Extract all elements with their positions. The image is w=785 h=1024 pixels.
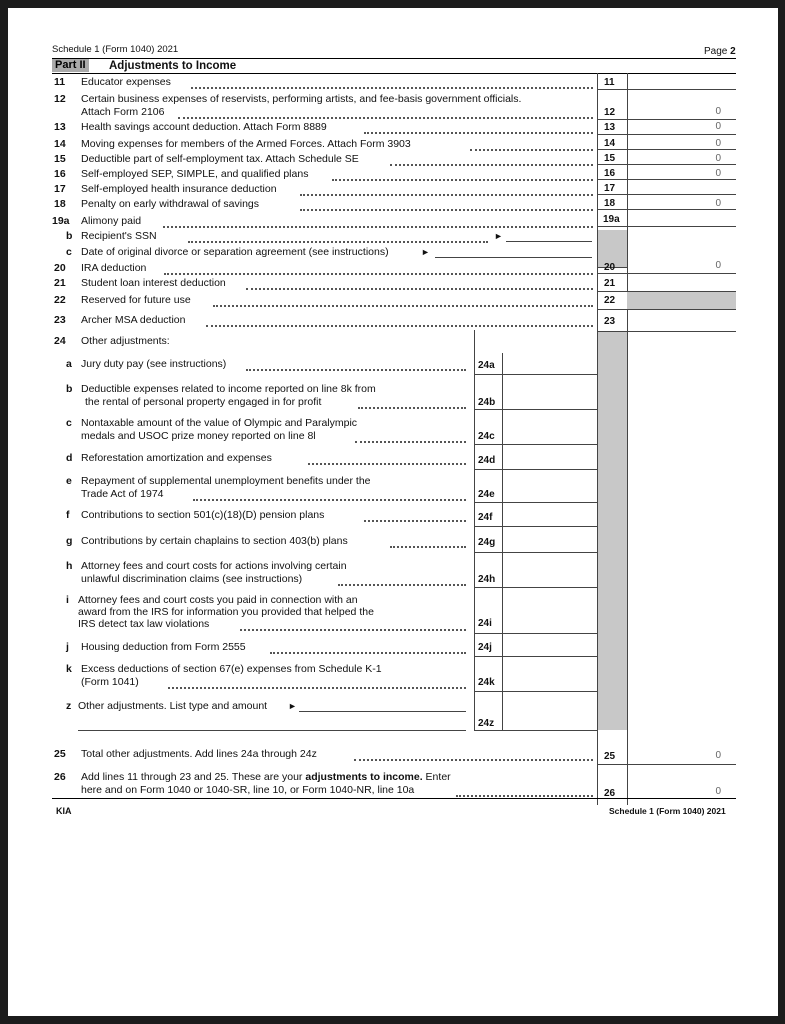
line-18-number: 18 xyxy=(54,198,66,210)
line-24i-label-3: IRS detect tax law violations xyxy=(78,618,210,630)
line-15-box: 15 xyxy=(604,153,616,164)
line-24e-label: Repayment of supplemental unemployment benefits under the xyxy=(81,475,371,487)
line-23-label: Archer MSA deduction xyxy=(81,314,186,326)
line-12-label: Certain business expenses of reservists, performing artists, and fee-basis government officials. xyxy=(81,93,522,105)
line-19b-letter: b xyxy=(66,230,73,242)
line-11-box: 11 xyxy=(604,77,615,88)
line-24f-amount[interactable] xyxy=(503,503,596,525)
line-18-amount[interactable]: 0 xyxy=(715,198,721,209)
line-24g-label: Contributions by certain chaplains to section 403(b) plans xyxy=(81,535,348,547)
line-14-amount[interactable]: 0 xyxy=(715,138,721,149)
line-22-label: Reserved for future use xyxy=(81,294,191,306)
line-24z-label: Other adjustments. List type and amount xyxy=(78,700,268,712)
line-15-label: Deductible part of self-employment tax. Attach Schedule SE xyxy=(81,153,359,165)
line-24g-amount[interactable] xyxy=(503,527,596,551)
line-24j-label: Housing deduction from Form 2555 xyxy=(81,641,246,653)
line-24f-box: 24f xyxy=(478,512,493,523)
line-11-number: 11 xyxy=(54,76,66,88)
line-13-amount[interactable]: 0 xyxy=(715,121,721,132)
line-19c-letter: c xyxy=(66,246,72,258)
footer-form-id: Schedule 1 (Form 1040) 2021 xyxy=(609,806,726,816)
line-24i-letter: i xyxy=(66,594,69,606)
line-17-box: 17 xyxy=(604,183,616,194)
line-24e-label-2: Trade Act of 1974 xyxy=(81,488,164,500)
line-24d-letter: d xyxy=(66,452,73,464)
line-24e-letter: e xyxy=(66,475,72,487)
line-14-number: 14 xyxy=(54,138,66,150)
line-20-number: 20 xyxy=(54,262,66,274)
line-13-label: Health savings account deduction. Attach Form 8889 xyxy=(81,121,327,133)
line-19c-label: Date of original divorce or separation agreement (see instructions) xyxy=(81,246,389,258)
line-18-label: Penalty on early withdrawal of savings xyxy=(81,198,260,210)
line-24j-amount[interactable] xyxy=(503,634,596,655)
line-19a-number: 19a xyxy=(52,215,70,227)
line-24a-amount[interactable] xyxy=(503,354,596,373)
line-17-number: 17 xyxy=(54,183,66,195)
line-23-number: 23 xyxy=(54,314,66,326)
line-24h-box: 24h xyxy=(478,574,496,585)
line-24h-amount[interactable] xyxy=(503,553,596,586)
line-19b-arrow-icon: ► xyxy=(494,231,503,241)
line-24b-label-2: the rental of personal property engaged in for profit xyxy=(85,396,322,408)
line-24z-amount[interactable] xyxy=(503,692,596,729)
line-21-box: 21 xyxy=(604,278,616,289)
line-20-amount[interactable]: 0 xyxy=(715,260,721,271)
line-26-box: 26 xyxy=(604,788,616,799)
line-15-number: 15 xyxy=(54,153,66,165)
line-19c-arrow-icon: ► xyxy=(421,247,430,257)
line-24c-box: 24c xyxy=(478,431,495,442)
line-24c-letter: c xyxy=(66,417,72,429)
line-20-label: IRA deduction xyxy=(81,262,147,274)
line-24z-box: 24z xyxy=(478,718,495,729)
line-24j-letter: j xyxy=(66,641,69,653)
line-24g-letter: g xyxy=(66,535,73,547)
line-24-number: 24 xyxy=(54,335,66,347)
line-22-number: 22 xyxy=(54,294,66,306)
line-24i-label-2: award from the IRS for information you provided that helped the xyxy=(78,606,374,618)
line-12-label-2: Attach Form 2106 xyxy=(81,106,165,118)
footer-vendor: KIA xyxy=(56,806,72,816)
page-label: Page 2 xyxy=(704,46,736,57)
other-adjustments-type-field-2[interactable] xyxy=(78,730,466,731)
other-adjustments-type-field[interactable] xyxy=(299,711,466,712)
line-24z-letter: z xyxy=(66,700,72,712)
line-16-amount[interactable]: 0 xyxy=(715,168,721,179)
line-16-number: 16 xyxy=(54,168,66,180)
line-24f-label: Contributions to section 501(c)(18)(D) pension plans xyxy=(81,509,325,521)
part-label: Part II xyxy=(52,59,89,72)
line-24i-amount[interactable] xyxy=(503,588,596,632)
line-24b-letter: b xyxy=(66,383,73,395)
line-25-number: 25 xyxy=(54,748,66,760)
line-24j-box: 24j xyxy=(478,642,492,653)
line-24c-label: Nontaxable amount of the value of Olympic and Paralympic xyxy=(81,417,358,429)
line-12-number: 12 xyxy=(54,93,66,105)
line-23-box: 23 xyxy=(604,316,616,327)
line-24d-label: Reforestation amortization and expenses xyxy=(81,452,272,464)
line-24b-label: Deductible expenses related to income reported on line 8k from xyxy=(81,383,376,395)
divorce-date-field[interactable] xyxy=(435,257,592,258)
line-24c-amount[interactable] xyxy=(503,410,596,443)
line-26-number: 26 xyxy=(54,771,66,783)
line-24g-box: 24g xyxy=(478,537,496,548)
line-24e-amount[interactable] xyxy=(503,470,596,501)
line-24z-arrow-icon: ► xyxy=(288,701,297,711)
line-24b-box: 24b xyxy=(478,397,496,408)
line-24a-letter: a xyxy=(66,358,72,370)
schedule-header: Schedule 1 (Form 1040) 2021 xyxy=(52,44,179,55)
line-20-box: 20 xyxy=(604,262,616,273)
line-24h-letter: h xyxy=(66,560,73,572)
line-18-box: 18 xyxy=(604,198,616,209)
line-24k-letter: k xyxy=(66,663,72,675)
line-19a-box: 19a xyxy=(603,214,620,225)
part-title: Adjustments to Income xyxy=(109,60,237,72)
line-24h-label: Attorney fees and court costs for actions involving certain xyxy=(81,560,347,572)
line-16-label: Self-employed SEP, SIMPLE, and qualified plans xyxy=(81,168,309,180)
line-24a-box: 24a xyxy=(478,360,495,371)
line-26-amount[interactable]: 0 xyxy=(715,786,721,797)
form-page xyxy=(8,8,778,1016)
line-24e-box: 24e xyxy=(478,489,495,500)
recipient-ssn-field[interactable] xyxy=(506,241,592,242)
line-24-label: Other adjustments: xyxy=(81,335,170,347)
line-25-label: Total other adjustments. Add lines 24a through 24z xyxy=(81,748,317,760)
line-24d-amount[interactable] xyxy=(503,445,596,468)
line-24b-amount[interactable] xyxy=(503,375,596,408)
line-11-label: Educator expenses xyxy=(81,76,171,88)
line-24i-box: 24i xyxy=(478,618,492,629)
line-21-number: 21 xyxy=(54,277,66,289)
shaded-22 xyxy=(627,292,736,309)
shaded-24-column xyxy=(598,332,627,730)
line-24k-amount[interactable] xyxy=(503,657,596,690)
line-24h-label-2: unlawful discrimination claims (see instructions) xyxy=(81,573,303,585)
line-14-label: Moving expenses for members of the Armed Forces. Attach Form 3903 xyxy=(81,138,411,150)
line-19b-label: Recipient's SSN xyxy=(81,230,157,242)
line-17-label: Self-employed health insurance deduction xyxy=(81,183,277,195)
line-13-number: 13 xyxy=(54,121,66,133)
line-19a-label: Alimony paid xyxy=(81,215,142,227)
line-24k-box: 24k xyxy=(478,677,495,688)
line-12-box: 12 xyxy=(604,107,616,118)
line-24i-label: Attorney fees and court costs you paid in connection with an xyxy=(78,594,358,606)
line-24c-label-2: medals and USOC prize money reported on line 8l xyxy=(81,430,316,442)
line-13-box: 13 xyxy=(604,122,616,133)
line-15-amount[interactable]: 0 xyxy=(715,153,721,164)
line-25-box: 25 xyxy=(604,751,616,762)
line-22-box: 22 xyxy=(604,295,616,306)
line-12-amount[interactable]: 0 xyxy=(715,106,721,117)
line-24k-label: Excess deductions of section 67(e) expenses from Schedule K-1 xyxy=(81,663,382,675)
line-14-box: 14 xyxy=(604,138,616,149)
line-24d-box: 24d xyxy=(478,455,496,466)
line-24a-label: Jury duty pay (see instructions) xyxy=(81,358,227,370)
line-24k-label-2: (Form 1041) xyxy=(81,676,139,688)
line-25-amount[interactable]: 0 xyxy=(715,750,721,761)
line-26-label-2: here and on Form 1040 or 1040-SR, line 10, or Form 1040-NR, line 10a xyxy=(81,784,415,796)
line-26-label: Add lines 11 through 23 and 25. These are your adjustments to income. Enter xyxy=(81,771,451,783)
line-24f-letter: f xyxy=(66,509,70,521)
line-16-box: 16 xyxy=(604,168,616,179)
line-21-label: Student loan interest deduction xyxy=(81,277,226,289)
